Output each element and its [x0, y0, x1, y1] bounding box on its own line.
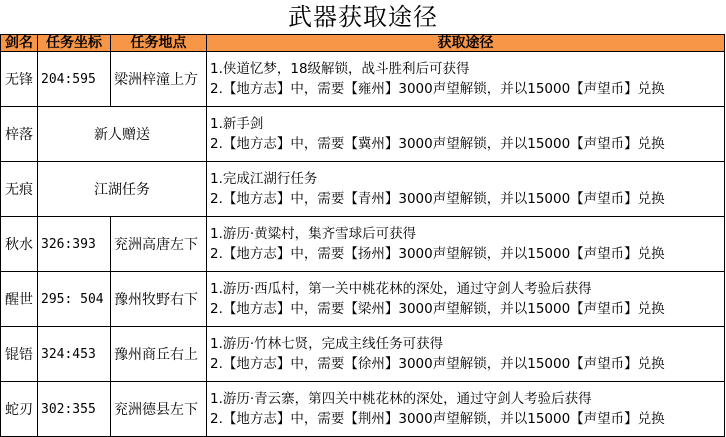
task-location: 梁洲梓潼上方	[111, 52, 207, 107]
path-line: 2.【地方志】中，需要【荆州】3000声望解锁，并以15000【声望币】兑换	[210, 411, 665, 427]
header-location: 任务地点	[111, 35, 207, 52]
acquire-path	[207, 52, 725, 107]
weapon-name: 醒世	[1, 272, 38, 327]
table-row	[1, 217, 725, 272]
acquire-path	[207, 327, 725, 382]
weapon-name: 梓落	[1, 107, 38, 162]
task-location: 兖洲德县左下	[111, 382, 207, 437]
path-line: 2.【地方志】中，需要【雍州】3000声望解锁，并以15000【声望币】兑换	[210, 81, 665, 97]
path-line: 1.侠道忆梦，18级解锁，战斗胜利后可获得	[210, 61, 470, 77]
task-location: 兖洲高唐左下	[111, 217, 207, 272]
path-line: 2.【地方志】中，需要【扬州】3000声望解锁，并以15000【声望币】兑换	[210, 246, 665, 262]
task-merged-cell: 新人赠送	[38, 107, 207, 162]
task-merged-cell: 江湖任务	[38, 162, 207, 217]
task-coord: 295: 504	[38, 272, 111, 327]
table-row	[1, 107, 725, 162]
sheet-title: 武器获取途径	[288, 3, 438, 31]
acquire-path	[207, 382, 725, 437]
table-row	[1, 52, 725, 107]
acquire-path	[207, 162, 725, 217]
path-line: 1.游历·西瓜村，第一关中桃花林的深处，通过守剑人考验后获得	[210, 281, 592, 297]
path-line: 2.【地方志】中，需要【梁州】3000声望解锁，并以15000【声望币】兑换	[210, 301, 665, 317]
header-row	[1, 35, 725, 52]
table-row	[1, 327, 725, 382]
task-coord: 302:355	[38, 382, 111, 437]
table-row	[1, 382, 725, 437]
weapon-name: 蛇刃	[1, 382, 38, 437]
weapon-name: 锟铻	[1, 327, 38, 382]
path-line: 1.游历·黄粱村，集齐雪球后可获得	[210, 226, 417, 242]
task-location: 豫州商丘右上	[111, 327, 207, 382]
path-line: 2.【地方志】中，需要【冀州】3000声望解锁，并以15000【声望币】兑换	[210, 136, 665, 152]
path-line: 1.游历·竹林七贤，完成主线任务可获得	[210, 336, 444, 352]
acquire-path	[207, 217, 725, 272]
task-location: 豫州牧野右下	[111, 272, 207, 327]
table-row	[1, 272, 725, 327]
path-line: 2.【地方志】中，需要【徐州】3000声望解锁，并以15000【声望币】兑换	[210, 356, 665, 372]
acquire-path	[207, 107, 725, 162]
path-line: 2.【地方志】中，需要【青州】3000声望解锁，并以15000【声望币】兑换	[210, 191, 665, 207]
header-path: 获取途径	[207, 35, 725, 52]
path-line: 1.完成江湖行任务	[210, 171, 318, 187]
header-coord: 任务坐标	[38, 35, 111, 52]
task-coord: 326:393	[38, 217, 111, 272]
header-name: 剑名	[1, 35, 38, 52]
path-line: 1.新手剑	[210, 116, 264, 132]
task-coord: 324:453	[38, 327, 111, 382]
acquire-path	[207, 272, 725, 327]
path-line: 1.游历·青云寨，第四关中桃花林的深处，通过守剑人考验后获得	[210, 391, 592, 407]
weapon-name: 无锋	[1, 52, 38, 107]
weapon-name: 秋水	[1, 217, 38, 272]
weapon-name: 无痕	[1, 162, 38, 217]
task-coord: 204:595	[38, 52, 111, 107]
weapon-table	[0, 34, 725, 437]
table-row	[1, 162, 725, 217]
